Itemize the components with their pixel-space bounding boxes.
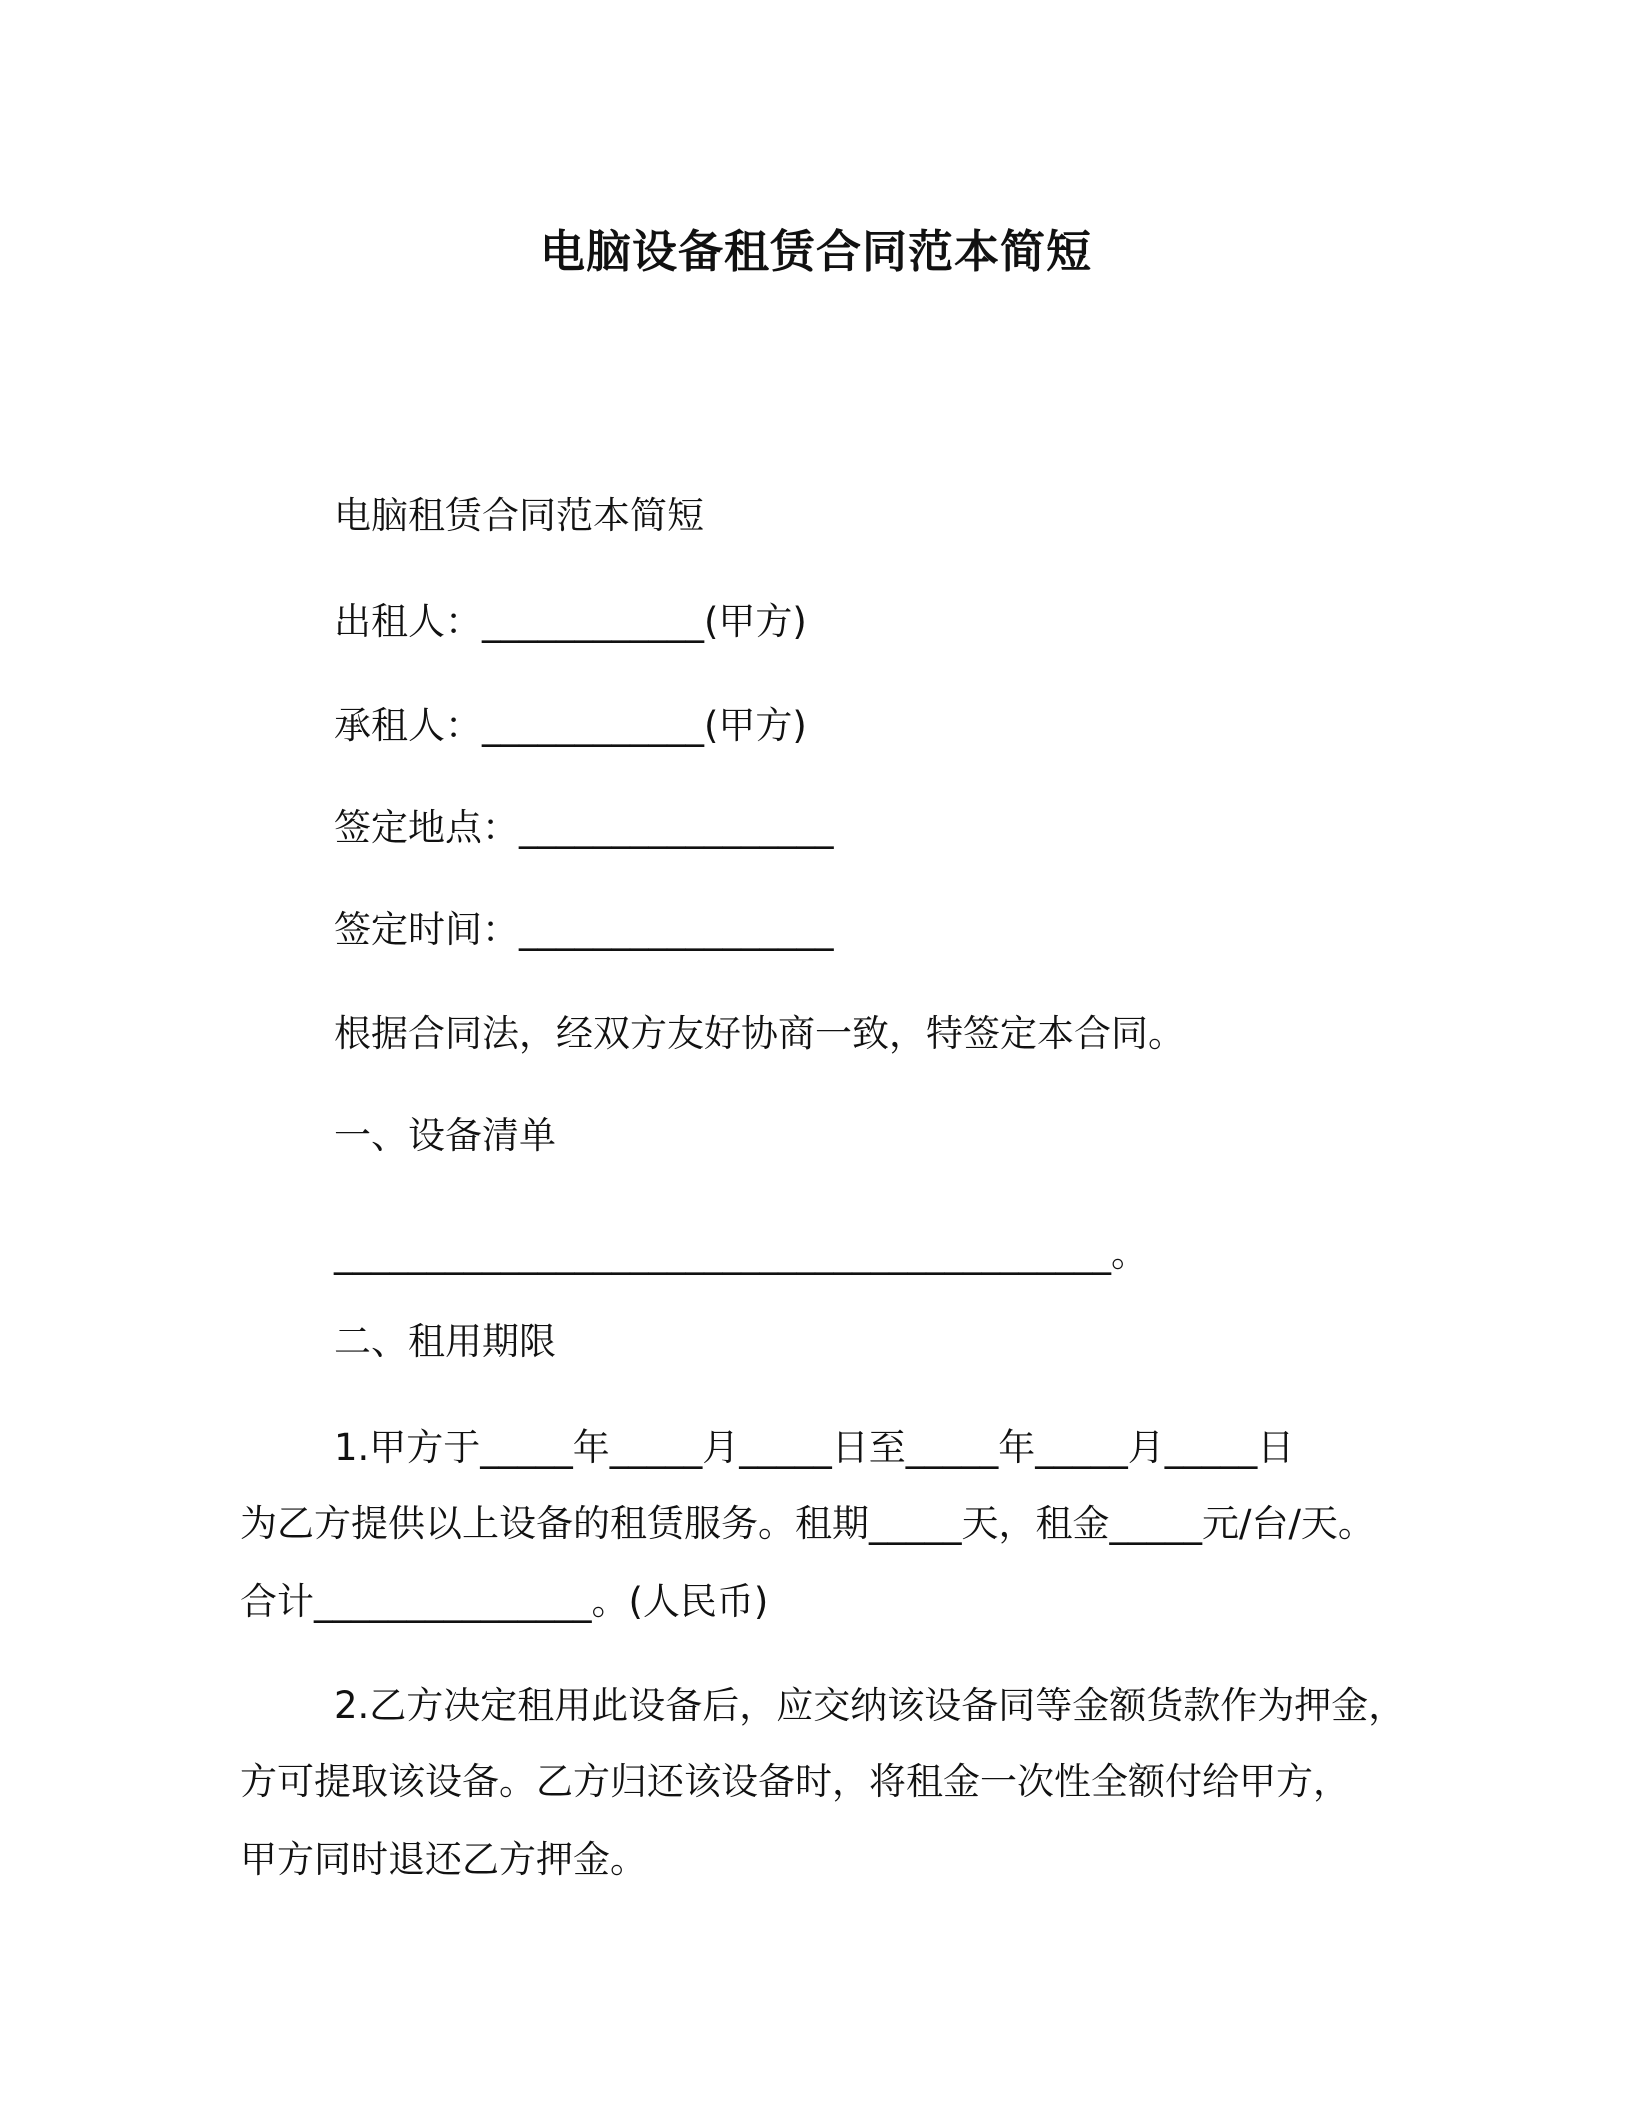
clause-2-line-2: 方可提取该设备。乙方归还该设备时，将租金一次性全额付给甲方， [240, 1760, 1350, 1803]
section-heading-term: 二、租用期限 [334, 1320, 556, 1363]
clause-1-line-1: 1.甲方于_____年_____月_____日至_____年_____月_____日 [334, 1426, 1295, 1469]
lessee-line: 承租人：____________(甲方) [334, 704, 807, 747]
clause-1-line-3: 合计_______________。(人民币) [240, 1580, 769, 1623]
preamble-paragraph: 根据合同法，经双方友好协商一致，特签定本合同。 [334, 1012, 1185, 1055]
document-title: 电脑设备租赁合同范本简短 [539, 225, 1092, 278]
sign-place-line: 签定地点：_________________ [334, 806, 834, 849]
contract-subtitle: 电脑租赁合同范本简短 [334, 494, 704, 537]
sign-time-line: 签定时间：_________________ [334, 908, 834, 951]
lessor-line: 出租人：____________(甲方) [334, 600, 807, 643]
equipment-list-blank: __________________________________________。 [334, 1232, 1148, 1275]
clause-2-line-1: 2.乙方决定租用此设备后，应交纳该设备同等金额货款作为押金， [334, 1684, 1406, 1727]
clause-2-line-3: 甲方同时退还乙方押金。 [240, 1838, 647, 1881]
clause-1-line-2: 为乙方提供以上设备的租赁服务。租期_____天，租金_____元/台/天。 [240, 1502, 1375, 1545]
section-heading-equipment: 一、设备清单 [334, 1114, 556, 1157]
